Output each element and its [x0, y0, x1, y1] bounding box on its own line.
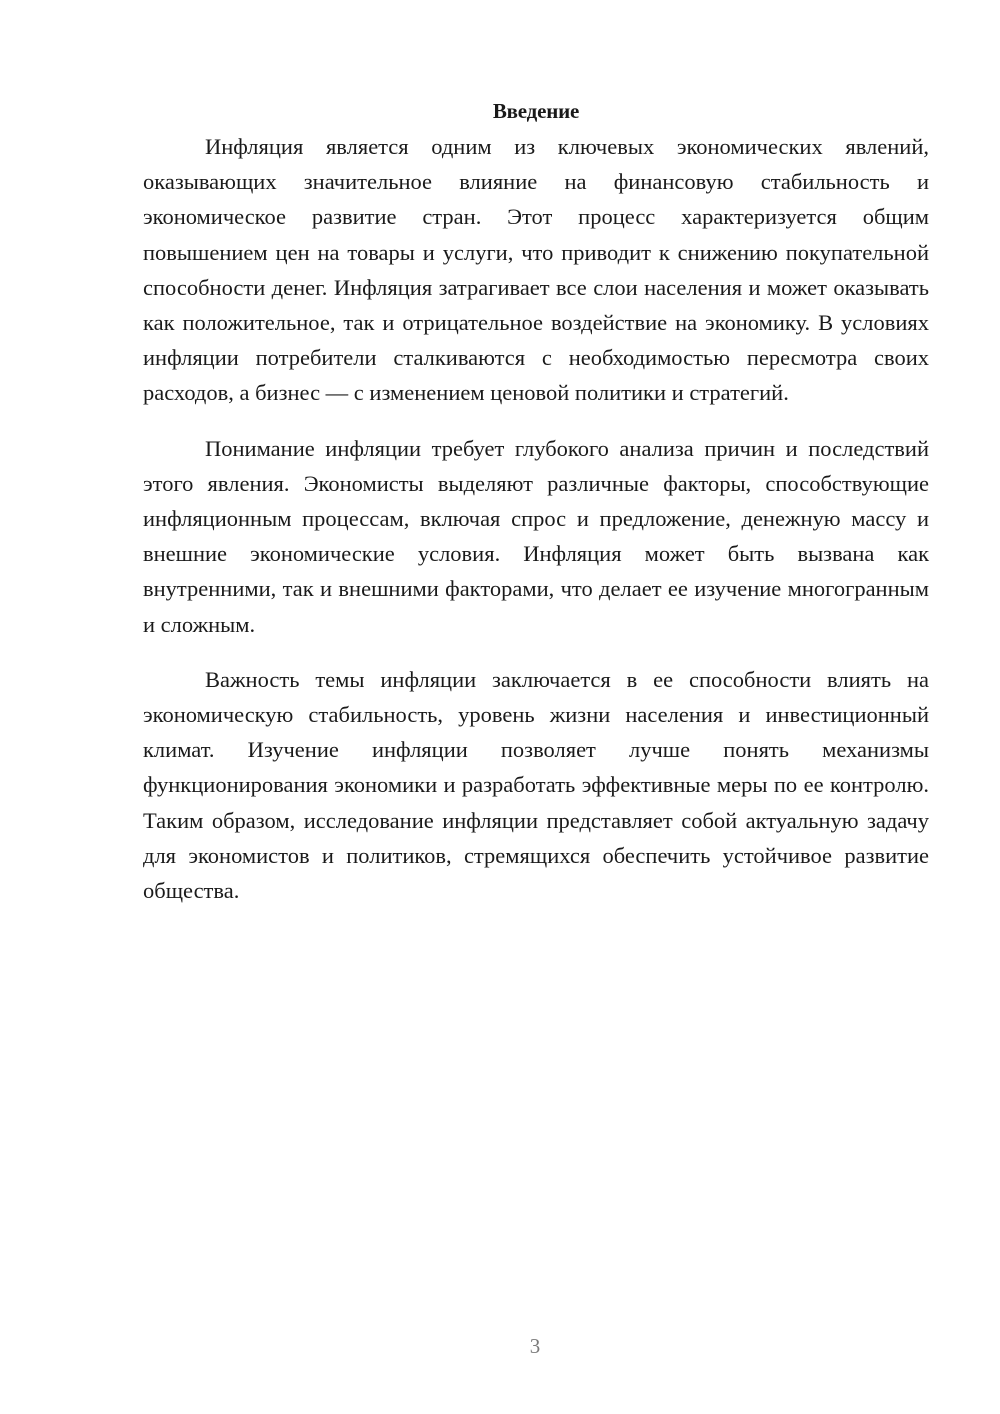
page-number: 3 [529, 1334, 541, 1358]
section-heading: Введение [492, 99, 580, 123]
paragraph-3: Важность темы инфляции заключается в ее способности влиять на экономическую стабильность, уровень жизни населения и инвестиционный климат. Изучение инфляции позволяет лучше понять механизмы функционирования экономики и разработать эффективные меры по ее контролю. Таким образом, исследование инфляции представляет собой актуальную задачу для экономистов и политиков, стремящихся обеспечить устойчивое развитие общества. [143, 666, 929, 904]
paragraph-2: Понимание инфляции требует глубокого анализа причин и последствий этого явления. Экономисты выделяют различные факторы, способствующие инфляционным процессам, включая спрос и предложение, денежную массу и внешние экономические условия. Инфляция может быть вызвана как внутренними, так и внешними факторами, что делает ее изучение многогранным и сложным. [143, 435, 929, 637]
page-content [143, 95, 929, 928]
paragraph-1: Инфляция является одним из ключевых экономических явлений, оказывающих значительное влияние на финансовую стабильность и экономическое развитие стран. Этот процесс характеризуется общим повышением цен на товары и услуги, что приводит к снижению покупательной способности денег. Инфляция затрагивает все слои населения и может оказывать как положительное, так и отрицательное воздействие на экономику. В условиях инфляции потребители сталкиваются с необходимостью пересмотра своих расходов, а бизнес — с изменением ценовой политики и стратегий. [143, 134, 929, 406]
